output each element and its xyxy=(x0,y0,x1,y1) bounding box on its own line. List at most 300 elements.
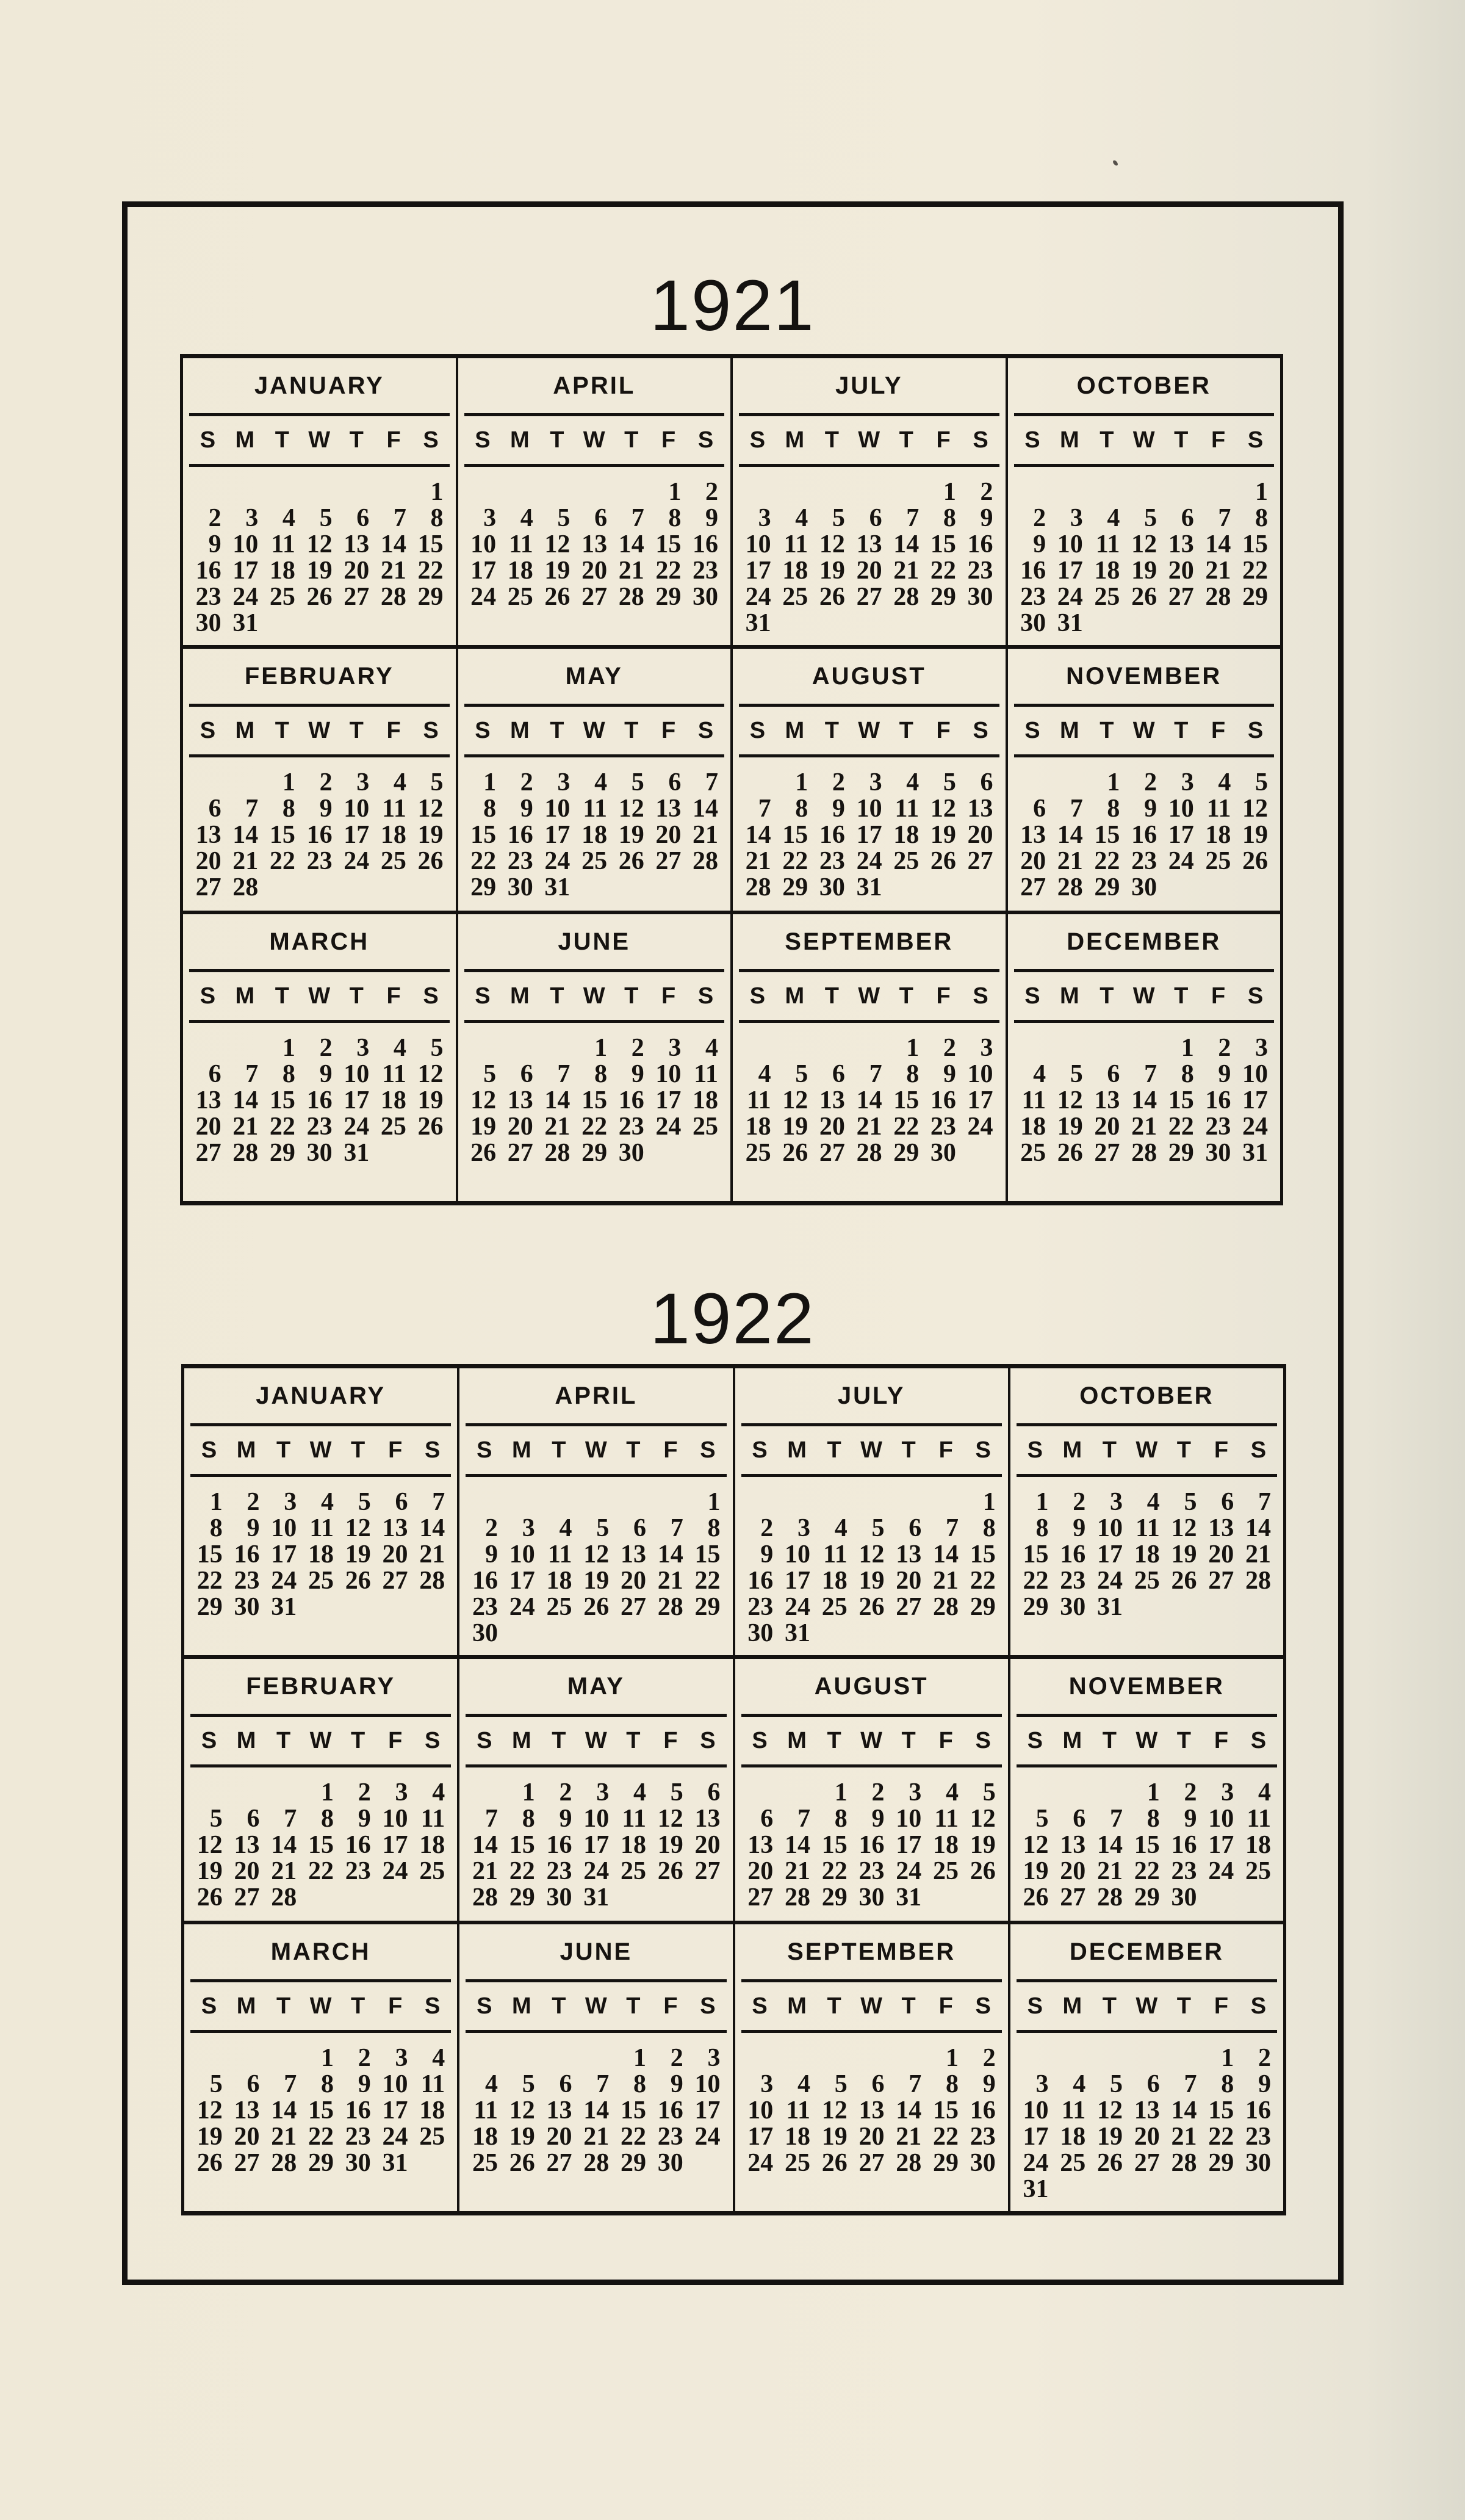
day-number: 15 xyxy=(1134,1831,1160,1859)
month-march xyxy=(184,1924,457,2211)
day-number: 12 xyxy=(618,795,644,823)
day-number: 18 xyxy=(1245,1831,1271,1859)
empty-cell xyxy=(778,2045,815,2071)
day-number: 24 xyxy=(694,2123,721,2151)
day-grid xyxy=(741,1489,1001,1647)
month-name: FEBRUARY xyxy=(189,649,450,707)
day-number: 31 xyxy=(745,609,771,637)
day-number: 27 xyxy=(967,847,993,875)
day-number: 20 xyxy=(1168,557,1194,585)
day-number: 31 xyxy=(1242,1139,1268,1167)
weekday-label: W xyxy=(308,983,331,1009)
day-number: 15 xyxy=(970,1540,996,1569)
day-number: 9 xyxy=(358,1805,371,1833)
day-number: 30 xyxy=(819,873,845,901)
day-number: 12 xyxy=(509,2096,535,2125)
empty-cell xyxy=(1054,2045,1091,2071)
empty-cell xyxy=(1054,1780,1091,1806)
day-number: 6 xyxy=(869,504,882,532)
day-number: 7 xyxy=(1218,504,1231,532)
empty-cell xyxy=(778,1489,815,1515)
empty-cell xyxy=(1125,1035,1162,1061)
empty-cell xyxy=(190,1780,228,1806)
day-number: 28 xyxy=(1131,1139,1157,1167)
day-number: 1 xyxy=(522,1778,535,1807)
day-number: 14 xyxy=(1205,530,1231,558)
day-number: 5 xyxy=(522,2070,535,2098)
day-number: 11 xyxy=(1247,1805,1271,1833)
day-number: 7 xyxy=(432,1488,445,1516)
empty-cell xyxy=(577,1489,614,1515)
weekday-label: S xyxy=(475,983,491,1009)
day-number: 10 xyxy=(967,1060,993,1088)
weekday-label: W xyxy=(309,1993,332,2019)
day-number: 10 xyxy=(271,1514,297,1542)
day-number: 6 xyxy=(760,1805,774,1833)
day-number: 4 xyxy=(282,504,295,532)
day-number: 14 xyxy=(271,2096,297,2125)
day-number: 4 xyxy=(1258,1778,1271,1807)
day-number: 3 xyxy=(395,1778,408,1807)
day-number: 9 xyxy=(1073,1514,1086,1542)
day-number: 13 xyxy=(195,821,221,849)
day-number: 4 xyxy=(705,1034,718,1062)
day-number: 27 xyxy=(581,583,608,611)
empty-cell xyxy=(852,2045,890,2071)
day-number: 13 xyxy=(1094,1086,1120,1114)
month-name: MARCH xyxy=(190,1924,451,1982)
day-number: 4 xyxy=(321,1488,334,1516)
empty-cell xyxy=(1125,479,1162,505)
day-number: 24 xyxy=(470,583,497,611)
day-number: 28 xyxy=(933,1593,959,1621)
weekday-label: S xyxy=(1027,1993,1043,2019)
day-number: 27 xyxy=(1060,1883,1086,1912)
day-number: 21 xyxy=(380,557,406,585)
day-grid xyxy=(1017,2045,1276,2203)
day-number: 23 xyxy=(195,583,221,611)
day-number: 17 xyxy=(896,1831,922,1859)
day-number: 26 xyxy=(618,847,644,875)
day-number: 12 xyxy=(1057,1086,1083,1114)
weekday-label: T xyxy=(552,1993,566,2019)
weekday-label: M xyxy=(235,427,255,453)
day-number: 14 xyxy=(419,1514,445,1542)
weekday-label: T xyxy=(899,427,913,453)
day-number: 19 xyxy=(930,821,956,849)
day-number: 14 xyxy=(745,821,771,849)
day-number: 26 xyxy=(1023,1883,1049,1912)
day-number: 6 xyxy=(208,795,221,823)
day-number: 7 xyxy=(906,504,920,532)
day-number: 12 xyxy=(970,1805,996,1833)
day-number: 21 xyxy=(618,557,644,585)
day-number: 5 xyxy=(871,1514,885,1542)
day-grid xyxy=(739,1035,998,1166)
weekday-label: F xyxy=(388,1437,403,1463)
empty-cell xyxy=(1051,479,1088,505)
weekday-label: T xyxy=(552,1437,566,1463)
weekday-label: S xyxy=(201,1437,217,1463)
day-number: 2 xyxy=(1073,1488,1086,1516)
day-number: 6 xyxy=(208,1060,221,1088)
day-number: 15 xyxy=(694,1540,721,1569)
day-number: 29 xyxy=(417,583,444,611)
day-number: 9 xyxy=(520,795,533,823)
weekday-label: M xyxy=(785,427,805,453)
day-number: 1 xyxy=(1254,478,1268,506)
weekday-header xyxy=(741,1426,1002,1477)
weekday-label: T xyxy=(552,1727,566,1753)
day-number: 2 xyxy=(631,1034,644,1062)
empty-cell xyxy=(813,479,850,505)
day-number: 11 xyxy=(823,1540,848,1569)
day-number: 3 xyxy=(245,504,259,532)
weekday-label: F xyxy=(386,717,401,743)
day-number: 15 xyxy=(308,1831,334,1859)
day-number: 23 xyxy=(657,2123,683,2151)
day-number: 9 xyxy=(871,1805,885,1833)
day-number: 26 xyxy=(196,1883,223,1912)
weekday-label: F xyxy=(938,1437,953,1463)
day-number: 29 xyxy=(470,873,497,901)
month-name: AUGUST xyxy=(739,649,999,707)
day-number: 22 xyxy=(417,557,444,585)
empty-cell xyxy=(226,1035,264,1061)
day-number: 30 xyxy=(930,1139,956,1167)
day-number: 1 xyxy=(430,478,444,506)
day-number: 27 xyxy=(694,1857,721,1885)
day-number: 23 xyxy=(306,1113,333,1141)
day-number: 3 xyxy=(707,2044,721,2072)
weekday-label: F xyxy=(663,1437,678,1463)
day-number: 17 xyxy=(967,1086,993,1114)
day-number: 31 xyxy=(344,1139,370,1167)
day-number: 12 xyxy=(196,2096,223,2125)
calendar-1922 xyxy=(181,1364,1286,2215)
day-number: 1 xyxy=(834,1778,848,1807)
day-number: 26 xyxy=(819,583,845,611)
weekday-label: T xyxy=(624,427,639,453)
day-number: 25 xyxy=(745,1139,771,1167)
weekday-label: T xyxy=(827,1727,841,1753)
day-number: 13 xyxy=(858,2096,885,2125)
day-number: 16 xyxy=(930,1086,956,1114)
empty-cell xyxy=(265,1780,302,1806)
empty-cell xyxy=(575,479,612,505)
day-number: 17 xyxy=(1023,2123,1049,2151)
day-number: 5 xyxy=(430,768,444,796)
day-number: 27 xyxy=(1094,1139,1120,1167)
day-number: 19 xyxy=(970,1831,996,1859)
weekday-label: M xyxy=(1062,1437,1082,1463)
day-number: 3 xyxy=(980,1034,993,1062)
day-number: 9 xyxy=(1144,795,1157,823)
day-number: 3 xyxy=(356,1034,370,1062)
day-number: 20 xyxy=(195,847,221,875)
weekday-label: S xyxy=(975,1437,991,1463)
day-number: 5 xyxy=(834,2070,848,2098)
weekday-header xyxy=(466,1426,726,1477)
weekday-header xyxy=(190,1426,451,1477)
day-number: 13 xyxy=(655,795,682,823)
weekday-label: T xyxy=(901,1727,916,1753)
day-number: 2 xyxy=(871,1778,885,1807)
weekday-label: S xyxy=(423,717,439,743)
day-number: 2 xyxy=(1218,1034,1231,1062)
day-number: 2 xyxy=(319,768,333,796)
day-number: 28 xyxy=(856,1139,882,1167)
day-number: 16 xyxy=(692,530,718,558)
day-number: 18 xyxy=(546,1567,572,1595)
day-grid xyxy=(189,479,448,637)
day-number: 9 xyxy=(1218,1060,1231,1088)
day-number: 14 xyxy=(380,530,406,558)
day-number: 14 xyxy=(583,2096,610,2125)
day-number: 19 xyxy=(858,1567,885,1595)
empty-cell xyxy=(741,1780,779,1806)
day-number: 1 xyxy=(1221,2044,1234,2072)
weekday-label: T xyxy=(624,717,639,743)
day-number: 3 xyxy=(395,2044,408,2072)
day-number: 17 xyxy=(694,2096,721,2125)
weekday-header xyxy=(1017,1982,1277,2033)
day-grid xyxy=(189,770,448,901)
day-number: 26 xyxy=(470,1139,497,1167)
weekday-label: W xyxy=(858,427,880,453)
empty-cell xyxy=(1017,1780,1054,1806)
day-number: 15 xyxy=(933,2096,959,2125)
day-number: 21 xyxy=(893,557,920,585)
day-number: 30 xyxy=(195,609,221,637)
day-number: 16 xyxy=(234,1540,260,1569)
day-number: 2 xyxy=(1033,504,1046,532)
day-number: 14 xyxy=(896,2096,922,2125)
month-name: JUNE xyxy=(464,914,725,972)
day-number: 10 xyxy=(1168,795,1194,823)
day-number: 7 xyxy=(631,504,644,532)
empty-cell xyxy=(1017,2045,1054,2071)
day-number: 14 xyxy=(893,530,920,558)
day-number: 8 xyxy=(1254,504,1268,532)
weekday-label: S xyxy=(201,1993,217,2019)
day-number: 4 xyxy=(485,2070,498,2098)
day-number: 5 xyxy=(631,768,644,796)
day-number: 19 xyxy=(1242,821,1268,849)
day-number: 5 xyxy=(1184,1488,1197,1516)
day-number: 4 xyxy=(393,768,406,796)
weekday-label: S xyxy=(423,983,439,1009)
weekday-label: M xyxy=(787,1993,807,2019)
day-number: 30 xyxy=(970,2149,996,2177)
day-number: 8 xyxy=(946,2070,959,2098)
day-number: 27 xyxy=(856,583,882,611)
day-number: 30 xyxy=(657,2149,683,2177)
day-number: 12 xyxy=(821,2096,848,2125)
day-number: 25 xyxy=(380,1113,406,1141)
day-number: 6 xyxy=(1181,504,1194,532)
day-number: 23 xyxy=(1205,1113,1231,1141)
day-number: 21 xyxy=(657,1567,683,1595)
weekday-label: T xyxy=(275,427,289,453)
day-number: 29 xyxy=(1134,1883,1160,1912)
day-number: 16 xyxy=(195,557,221,585)
day-number: 11 xyxy=(420,1805,445,1833)
day-number: 5 xyxy=(1070,1060,1083,1088)
day-number: 23 xyxy=(747,1593,774,1621)
month-name: APRIL xyxy=(464,358,725,416)
day-number: 2 xyxy=(1184,1778,1197,1807)
weekday-label: F xyxy=(661,427,676,453)
day-number: 7 xyxy=(909,2070,922,2098)
day-number: 30 xyxy=(1131,873,1157,901)
day-number: 5 xyxy=(319,504,333,532)
weekday-header xyxy=(464,707,725,757)
day-number: 16 xyxy=(618,1086,644,1114)
weekday-label: W xyxy=(585,1437,607,1463)
day-number: 19 xyxy=(1057,1113,1083,1141)
day-number: 16 xyxy=(546,1831,572,1859)
day-number: 27 xyxy=(195,873,221,901)
day-number: 3 xyxy=(909,1778,922,1807)
day-number: 24 xyxy=(967,1113,993,1141)
weekday-label: F xyxy=(386,427,401,453)
empty-cell xyxy=(1199,479,1236,505)
day-number: 12 xyxy=(196,1831,223,1859)
weekday-header xyxy=(189,416,450,467)
weekday-label: T xyxy=(1174,983,1189,1009)
weekday-label: S xyxy=(201,1727,217,1753)
month-january xyxy=(183,358,456,649)
day-number: 21 xyxy=(419,1540,445,1569)
day-number: 25 xyxy=(785,2149,810,2177)
day-number: 19 xyxy=(196,1857,223,1885)
day-number: 10 xyxy=(694,2070,721,2098)
empty-cell xyxy=(501,1035,538,1061)
day-number: 18 xyxy=(269,557,295,585)
month-february xyxy=(183,649,456,914)
day-number: 5 xyxy=(1144,504,1157,532)
day-number: 4 xyxy=(393,1034,406,1062)
day-number: 22 xyxy=(581,1113,608,1141)
day-number: 6 xyxy=(707,1778,721,1807)
day-number: 20 xyxy=(1060,1857,1086,1885)
day-number: 26 xyxy=(782,1139,808,1167)
day-number: 14 xyxy=(1057,821,1083,849)
day-number: 21 xyxy=(1057,847,1083,875)
day-number: 21 xyxy=(1171,2123,1197,2151)
empty-cell xyxy=(501,479,538,505)
weekday-label: W xyxy=(583,983,605,1009)
day-number: 22 xyxy=(694,1567,721,1595)
weekday-header xyxy=(739,707,999,757)
day-number: 20 xyxy=(234,2123,260,2151)
day-number: 11 xyxy=(547,1540,572,1569)
day-number: 30 xyxy=(234,1593,260,1621)
day-number: 19 xyxy=(583,1567,610,1595)
weekday-label: T xyxy=(276,1437,291,1463)
day-grid xyxy=(1014,479,1273,637)
day-number: 21 xyxy=(896,2123,922,2151)
day-number: 8 xyxy=(633,2070,646,2098)
day-number: 1 xyxy=(633,2044,646,2072)
day-number: 9 xyxy=(705,504,718,532)
day-number: 29 xyxy=(269,1139,295,1167)
day-number: 28 xyxy=(472,1883,498,1912)
day-number: 25 xyxy=(933,1857,959,1885)
day-number: 30 xyxy=(618,1139,644,1167)
weekday-label: T xyxy=(1100,983,1114,1009)
day-number: 17 xyxy=(655,1086,682,1114)
day-number: 29 xyxy=(930,583,956,611)
weekday-label: T xyxy=(351,1437,365,1463)
day-number: 15 xyxy=(1208,2096,1234,2125)
day-number: 4 xyxy=(1146,1488,1160,1516)
day-number: 14 xyxy=(232,821,259,849)
day-number: 6 xyxy=(871,2070,885,2098)
day-number: 26 xyxy=(1171,1567,1197,1595)
weekday-label: T xyxy=(351,1993,365,2019)
day-number: 7 xyxy=(1110,1805,1123,1833)
day-number: 29 xyxy=(782,873,808,901)
day-number: 18 xyxy=(933,1831,959,1859)
day-number: 5 xyxy=(596,1514,610,1542)
day-number: 9 xyxy=(208,530,221,558)
empty-cell xyxy=(538,1035,575,1061)
day-grid xyxy=(464,770,724,901)
weekday-label: W xyxy=(1132,983,1155,1009)
weekday-label: M xyxy=(1060,983,1079,1009)
day-number: 26 xyxy=(821,2149,848,2177)
weekday-header xyxy=(189,707,450,757)
weekday-label: W xyxy=(308,427,331,453)
day-number: 10 xyxy=(470,530,497,558)
day-number: 16 xyxy=(472,1567,498,1595)
day-number: 28 xyxy=(419,1567,445,1595)
weekday-label: S xyxy=(1247,983,1264,1009)
month-name: FEBRUARY xyxy=(190,1659,451,1717)
day-number: 21 xyxy=(583,2123,610,2151)
weekday-label: W xyxy=(1136,1727,1158,1753)
day-number: 16 xyxy=(345,1831,371,1859)
day-number: 5 xyxy=(795,1060,808,1088)
day-number: 25 xyxy=(893,847,920,875)
day-number: 14 xyxy=(856,1086,882,1114)
day-number: 19 xyxy=(618,821,644,849)
month-name: DECEMBER xyxy=(1017,1924,1277,1982)
empty-cell xyxy=(651,1489,688,1515)
day-number: 27 xyxy=(344,583,370,611)
day-grid xyxy=(739,770,998,901)
day-number: 13 xyxy=(1134,2096,1160,2125)
day-number: 4 xyxy=(1107,504,1120,532)
month-name: APRIL xyxy=(466,1368,726,1426)
day-number: 21 xyxy=(692,821,718,849)
day-number: 27 xyxy=(1168,583,1194,611)
day-number: 17 xyxy=(747,2123,774,2151)
day-number: 20 xyxy=(546,2123,572,2151)
day-number: 11 xyxy=(786,2096,810,2125)
weekday-label: M xyxy=(236,1437,256,1463)
empty-cell xyxy=(540,1489,577,1515)
day-number: 16 xyxy=(747,1567,774,1595)
day-number: 24 xyxy=(1097,1567,1123,1595)
day-number: 3 xyxy=(760,2070,774,2098)
day-number: 14 xyxy=(657,1540,683,1569)
day-number: 23 xyxy=(858,1857,885,1885)
weekday-label: T xyxy=(827,1437,841,1463)
day-number: 24 xyxy=(509,1593,535,1621)
